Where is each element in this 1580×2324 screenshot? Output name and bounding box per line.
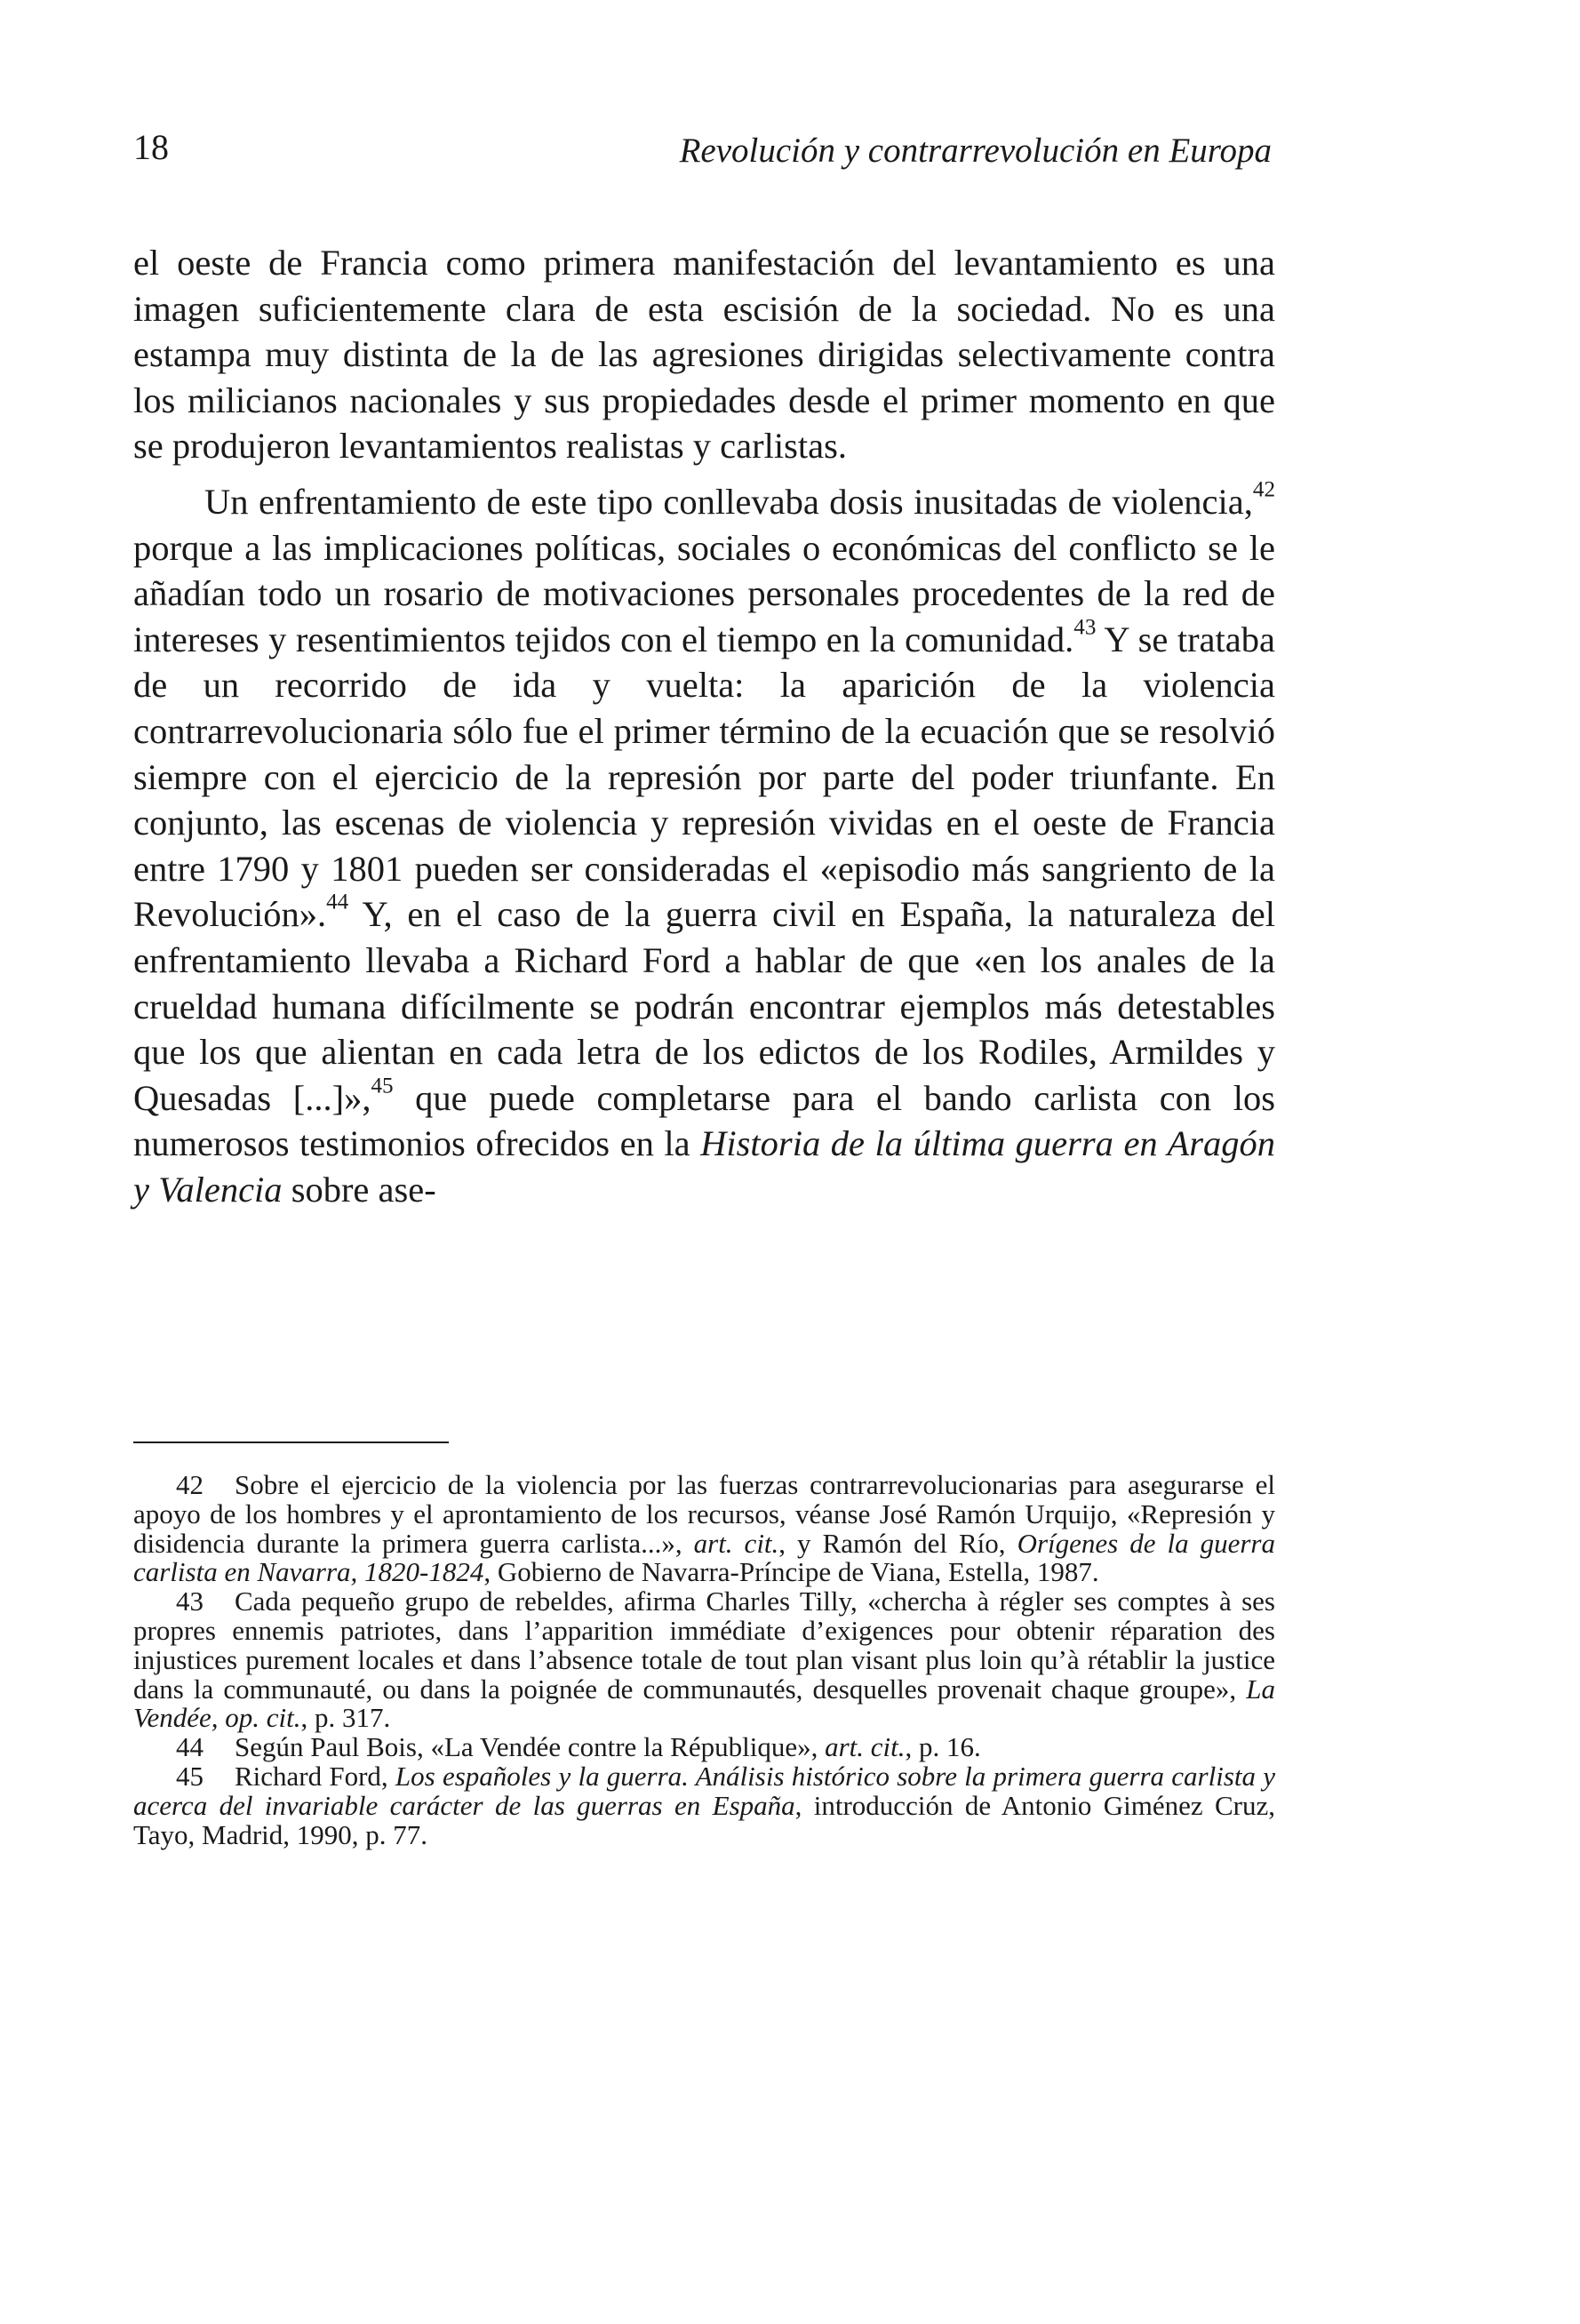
footnote-italic: La Vendée, op. cit. (133, 1673, 1275, 1734)
footnote-text: Richard Ford, (235, 1760, 395, 1792)
footnote-rule (133, 1442, 449, 1443)
footnote-text: , p. 16. (905, 1731, 981, 1763)
footnote-text: , y Ramón del Río, (778, 1527, 1017, 1559)
footnote-45 (133, 1762, 1275, 1849)
footnote-ref-43: 43 (1073, 615, 1097, 640)
footnote-44 (133, 1733, 1275, 1762)
footnotes (133, 1471, 1275, 1849)
footnote-text: Según Paul Bois, «La Vendée contre la République», (235, 1731, 826, 1763)
running-head: Revolución y contrarrevolución en Europa (679, 132, 1272, 170)
paragraph-2-text-d: Y, en el caso de la guerra civil en España, la naturaleza del enfrentamiento llevaba a Richard Ford a hablar de que «en los anales de la crueldad humana difícilmente se podrán encontrar ejemplos más detestables que los que alientan en cada letra de los edictos de los Rodiles, Armildes y Quesadas [...]», (133, 894, 1275, 1118)
footnote-italic: Orígenes de la guerra carlista en Navarra, 1820-1824 (133, 1527, 1275, 1588)
footnote-italic: art. cit. (825, 1731, 906, 1763)
paragraph-2-text-b: porque a las implicaciones políticas, sociales o económicas del conflicto se le añadían todo un rosario de motivaciones personales procedentes de la red de intereses y resentimientos tejidos con el tiempo en la comunidad. (133, 527, 1275, 659)
footnote-italic: Los españoles y la guerra. Análisis histórico sobre la primera guerra carlista y acerca del invariable carácter de las guerras en España (133, 1760, 1275, 1821)
paragraph-2-text-a: Un enfrentamiento de este tipo conllevaba dosis inusitadas de violencia, (204, 481, 1253, 522)
footnote-text: , Gobierno de Navarra-Príncipe de Viana, Estella, 1987. (483, 1556, 1099, 1588)
paragraph-2-text-f: sobre ase- (282, 1169, 436, 1210)
paragraph-2-text-e: que puede completarse para el bando carlista con los numerosos testimonios ofrecidos en la (133, 1077, 1275, 1164)
footnote-text: , p. 317. (300, 1702, 391, 1734)
footnote-42 (133, 1471, 1275, 1587)
footnote-italic: art. cit. (693, 1527, 779, 1559)
footnote-number: 45 (176, 1760, 203, 1792)
footnote-text: Sobre el ejercicio de la violencia por las fuerzas contrarrevolucionarias para asegurarse el apoyo de los hombres y el aprontamiento de los recursos, véanse José Ramón Urquijo, «Represión y disidencia durante la primera guerra carlista...», (133, 1469, 1275, 1559)
paragraph-2-text-c: Y se trataba de un recorrido de ida y vuelta: la aparición de la violencia contrarrevolucionaria sólo fue el primer término de la ecuación que se resolvió siempre con el ejercicio de la represión por parte del poder triunfante. En conjunto, las escenas de violencia y represión vividas en el oeste de Francia entre 1790 y 1801 pueden ser consideradas el «episodio más sangriento de la Revolución». (133, 619, 1275, 935)
main-text (133, 240, 1275, 1212)
paragraph-2 (133, 479, 1275, 1213)
paragraph-1: el oeste de Francia como primera manifestación del levantamiento es una imagen suficientemente clara de esta escisión de la sociedad. No es una estampa muy distinta de la de las agresiones dirigidas selectivamente contra los milicianos nacionales y sus propiedades desde el primer momento en que se produjeron levantamientos realistas y carlistas. (133, 243, 1275, 467)
page-number: 18 (133, 127, 169, 167)
footnote-43 (133, 1587, 1275, 1733)
footnote-ref-44: 44 (326, 890, 349, 914)
footnote-number: 43 (176, 1585, 203, 1617)
footnote-text: Cada pequeño grupo de rebeldes, afirma Charles Tilly, «chercha à régler ses comptes à ses propres ennemis patriotes, dans l’apparition immédiate d’exigences pour obtenir réparation des injustices purement locales et dans l’absence totale de tout plan visant plus loin qu’à rétablir la justice dans la communauté, ou dans la poignée de communautés, desquelles provenait chaque groupe», (133, 1585, 1275, 1705)
footnote-number: 44 (176, 1731, 203, 1763)
book-title: Historia de la última guerra en Aragón y Valencia (133, 1123, 1275, 1210)
footnote-text: , introducción de Antonio Giménez Cruz, Tayo, Madrid, 1990, p. 77. (133, 1789, 1275, 1850)
footnote-number: 42 (176, 1469, 203, 1500)
footnote-ref-45: 45 (371, 1074, 394, 1098)
footnote-ref-42: 42 (1252, 477, 1275, 502)
